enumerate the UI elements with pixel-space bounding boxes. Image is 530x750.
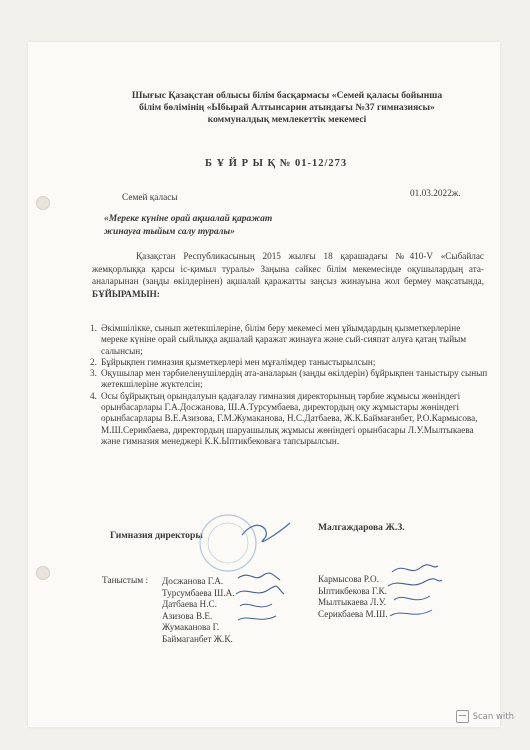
acknowledged-name: Досжанова Г.А. — [162, 576, 224, 586]
handwritten-signatures-left — [232, 568, 287, 648]
header-line: коммуналдық мемлекеттік мекемесі — [207, 114, 367, 125]
order-title: Б Ұ Й Р Ы Қ № 01-12/273 — [205, 158, 348, 169]
organization-header — [92, 90, 482, 126]
header-line: Шығыс Қазақстан облысы білім басқармасы «Семей қаласы бойынша — [131, 90, 443, 101]
acknowledged-name: Мылтыкаева Л.У. — [318, 597, 387, 608]
order-item-number: 1. — [90, 323, 97, 333]
order-item — [90, 391, 488, 447]
director-name: Малгаждарова Ж.З. — [318, 522, 405, 533]
punch-hole — [36, 196, 50, 210]
acknowledged-name: Серикбаева М.Ш. — [318, 608, 388, 619]
order-item — [90, 357, 488, 368]
order-item-text: Осы бұйрықтың орындалуын қадағалау гимназия директорының тәрбие жұмысы жөніндегі орынбасарлары Г.А.Досжанова, Ш.А.Турсумбаева, директордың оқу жұмыстары жөніндегі орынбасарлары В.Е.Азизова, Г.М.Жумаканова, Н.С.Датбаева, Ж.К.Баймағанбет, Р.О.Кармысова, М.Ш.Серикбаева, директордың шаруашылық жұмысы жөніндегі орынбасары Л.У.Мылтыкаева және гимназия менеджері К.К.Ыптикбековаға тапсырылсын. — [101, 390, 478, 446]
acknowledged-list-right — [318, 574, 388, 620]
subject-line: жинауға тыйым салу туралы» — [104, 227, 235, 237]
handwritten-signatures-right — [384, 562, 444, 632]
acknowledged-name: Турсумбаева Ш.А. — [162, 587, 235, 598]
preamble-paragraph — [92, 250, 484, 300]
order-items-list — [90, 323, 488, 447]
acknowledged-name: Жумаканова Г. — [162, 622, 220, 633]
order-item-text: Бұйрықпен гимназия қызметкерлері мен мұғалімдер таныстырылсын; — [101, 356, 376, 367]
scanner-watermark-text: Scan with — [472, 711, 514, 722]
order-item-number: 3. — [90, 368, 97, 379]
acknowledged-name: Азизова В.Е. — [162, 610, 213, 621]
command-word: БҰЙЫРАМЫН: — [92, 288, 160, 299]
order-item-text: Оқушылар мен тәрбиеленушілердің ата-аналарын (заңды өкілдерін) бұйрықпен таныстыру сынып жетекшілеріне жүктелсін; — [101, 368, 488, 390]
order-item-number: 4. — [90, 390, 97, 401]
subject-line: «Мереке күніне орай ақшалай қаражат — [104, 214, 273, 224]
order-item — [90, 323, 488, 357]
order-item-text: Әкімшілікке, сынып жетекшілеріне, білім беру мекемесі мен ұйымдардың қызметкерлеріне мереке күніне орай сыйлыққа ақшалай қаражат жинауға және сый-сияпат алуға қатаң тыйым салынсын; — [101, 323, 467, 356]
preamble-text: Қазақстан Республикасының 2015 жылғы 18 қарашадағы №410-V «Сыбайлас жемқорлыққа қарсы іс-қимыл туралы» Заңына сәйкес білім мекемесінде оқушылардың ата-аналарынан (заңды өкілдерінен) ақшалай қаражатты заңсыз жинауына жол бермеу мақсатында, — [92, 251, 484, 287]
director-role: Гимназия директоры — [110, 530, 203, 541]
scanner-watermark — [456, 710, 514, 723]
acknowledged-name: Баймаганбет Ж.К. — [162, 633, 233, 644]
order-date: 01.03.2022ж. — [410, 189, 461, 199]
acknowledged-list-left — [162, 576, 235, 646]
header-line: білім бөлімінің «Ыбырай Алтынсарин атындағы №37 гимназиясы» — [139, 102, 435, 113]
official-stamp — [180, 505, 295, 575]
order-city: Семей қаласы — [122, 193, 178, 203]
acknowledged-name: Датбаева Н.С. — [162, 599, 217, 610]
acknowledged-name: Кармысова Р.О. — [318, 574, 379, 584]
order-item-number: 2. — [90, 356, 97, 367]
punch-hole — [36, 566, 50, 580]
order-item — [90, 368, 488, 391]
scan-icon — [456, 710, 469, 723]
order-subject — [104, 213, 334, 239]
acknowledged-name: Ыптикбекова Г.К. — [318, 585, 387, 596]
acknowledged-label: Таныстым : — [102, 576, 149, 586]
